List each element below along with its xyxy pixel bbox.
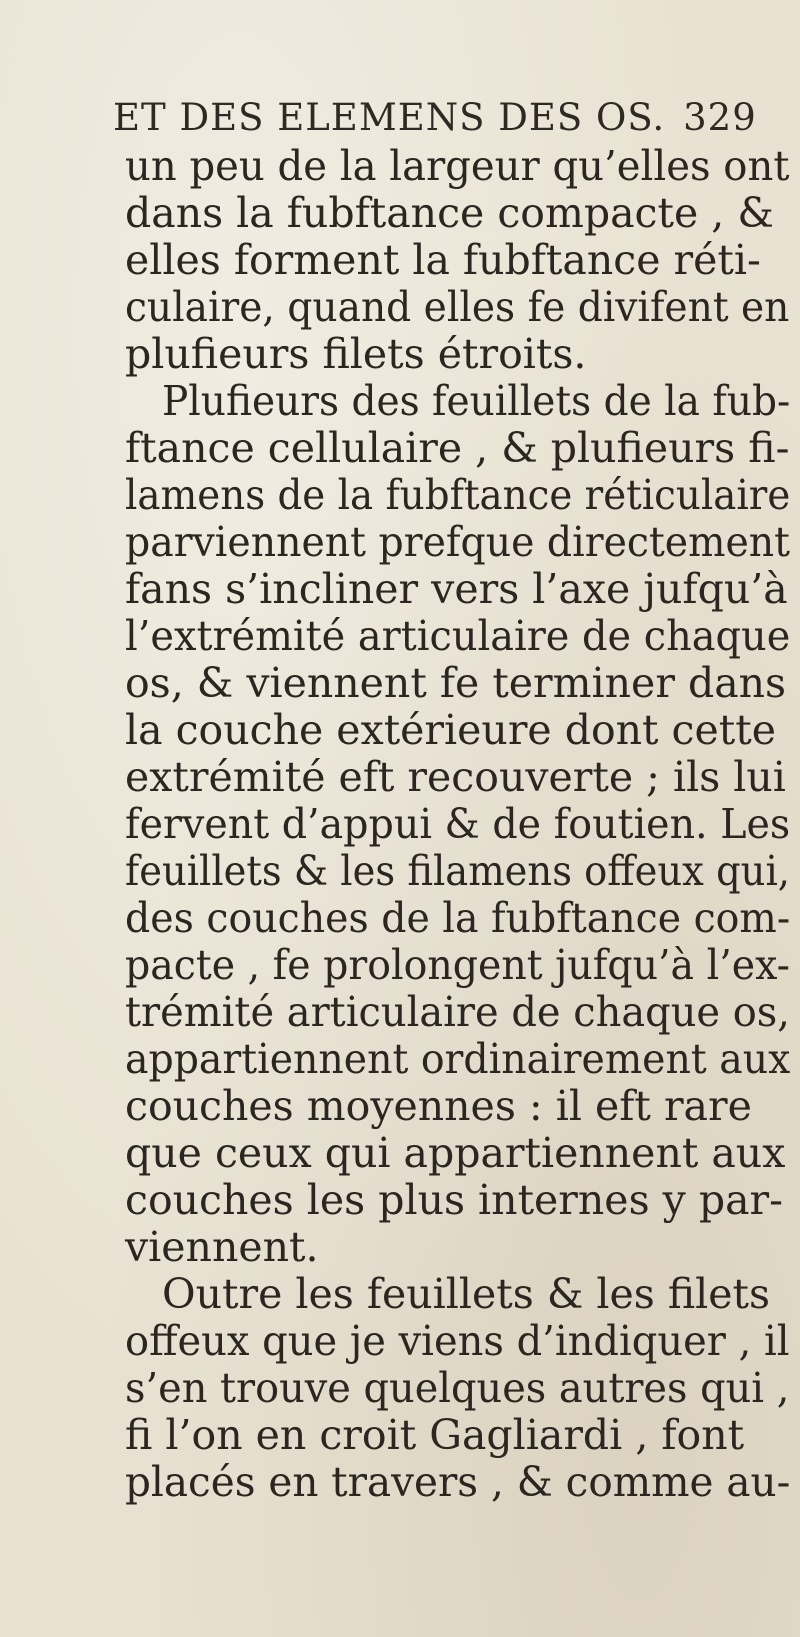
text-line: que ceux qui appartiennent aux — [125, 1129, 786, 1177]
text-line: Plufieurs des feuillets de la fub- — [162, 377, 791, 425]
running-head-title: ET DES ELEMENS DES OS. — [113, 96, 666, 139]
text-line: un peu de la largeur qu’elles ont — [125, 142, 790, 190]
text-line: os, & viennent fe terminer dans — [125, 659, 787, 707]
text-line: placés en travers , & comme au- — [125, 1458, 791, 1506]
text-line: offeux que je viens d’indiquer , il — [125, 1317, 790, 1365]
text-line: feuillets & les filamens offeux qui, — [125, 847, 790, 895]
text-line: extrémité eft recouverte ; ils lui — [125, 753, 786, 801]
text-line: s’en trouve quelques autres qui , — [125, 1364, 790, 1412]
text-line: couches moyennes : il eft rare — [125, 1082, 752, 1130]
page-number: 329 — [683, 96, 757, 139]
text-line: culaire, quand elles fe divifent en — [125, 283, 790, 331]
text-line: parviennent prefque directement — [125, 518, 791, 566]
text-line: dans la fubftance compacte , & — [125, 189, 774, 237]
text-line: ftance cellulaire , & plufieurs fi- — [125, 424, 790, 472]
text-line: pacte , fe prolongent jufqu’à l’ex- — [125, 941, 790, 989]
text-line: fi l’on en croit Gagliardi , font — [125, 1411, 745, 1459]
text-line: appartiennent ordinairement aux — [125, 1035, 791, 1083]
text-line: fervent d’appui & de foutien. Les — [125, 800, 791, 848]
text-line: couches les plus internes y par- — [125, 1176, 783, 1224]
text-line: la couche extérieure dont cette — [125, 706, 776, 754]
text-line: plufieurs filets étroits. — [125, 330, 587, 378]
text-line: l’extrémité articulaire de chaque — [125, 612, 791, 660]
text-line: fans s’incliner vers l’axe jufqu’à — [125, 565, 788, 613]
text-line: trémité articulaire de chaque os, — [125, 988, 790, 1036]
text-line: lamens de la fubftance réticulaire — [125, 471, 791, 519]
text-line: Outre les feuillets & les filets — [162, 1270, 771, 1318]
text-line: elles forment la fubftance réti- — [125, 236, 761, 284]
text-line: des couches de la fubftance com- — [125, 894, 791, 942]
text-line: viennent. — [125, 1223, 319, 1271]
running-head — [113, 96, 757, 139]
